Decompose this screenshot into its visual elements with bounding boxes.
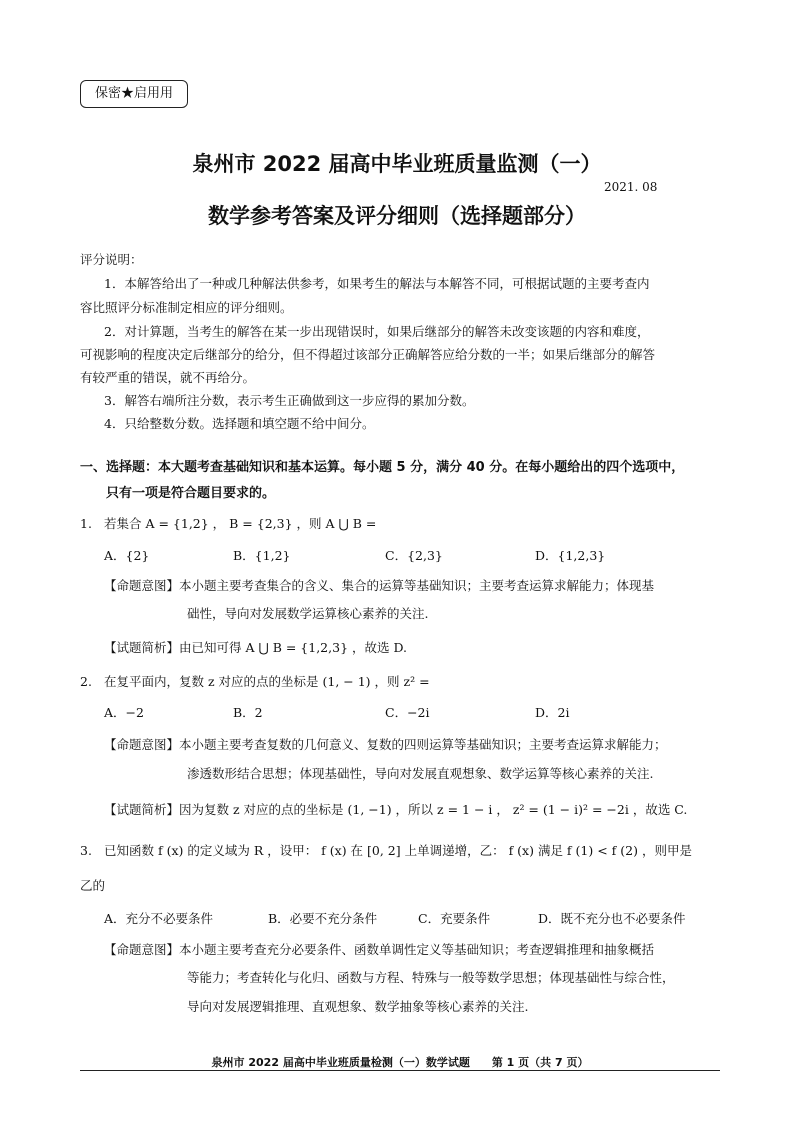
q1-option-b: B．{1,2} bbox=[233, 548, 291, 563]
q3-intent-cont2: 导向对发展逻辑推理、直观想象、数学抽象等核心素养的关注. bbox=[187, 999, 529, 1014]
note-2-cont2: 有较严重的错误，就不再给分。 bbox=[80, 370, 256, 385]
confidential-stamp: 保密★启用用 bbox=[80, 80, 188, 108]
page-subtitle: 数学参考答案及评分细则（选择题部分） bbox=[208, 204, 586, 228]
exam-date: 2021. 08 bbox=[604, 180, 658, 194]
q1-option-d: D．{1,2,3} bbox=[535, 548, 606, 563]
q1-intent: 【命题意图】本小题主要考查集合的含义、集合的运算等基础知识；主要考查运算求解能力；体现基 bbox=[104, 578, 655, 593]
q3-number: 3. bbox=[80, 843, 92, 858]
note-2: 2．对计算题，当考生的解答在某一步出现错误时，如果后继部分的解答未改变该题的内容和难度， bbox=[104, 324, 650, 339]
q3-option-c: C．充要条件 bbox=[418, 911, 491, 926]
q2-number: 2. bbox=[80, 674, 92, 689]
q1-solution: 【试题简析】由已知可得 A ⋃ B = {1,2,3} ，故选 D. bbox=[104, 640, 408, 655]
q3-intent: 【命题意图】本小题主要考查充分必要条件、函数单调性定义等基础知识；考查逻辑推理和抽象概括 bbox=[104, 942, 655, 957]
footer-divider bbox=[80, 1070, 720, 1071]
q2-stem: 在复平面内，复数 z 对应的点的坐标是 (1, − 1) ，则 z² = bbox=[104, 674, 430, 689]
q3-option-b: B．必要不充分条件 bbox=[268, 911, 378, 926]
q2-intent-cont: 渗透数形结合思想；体现基础性，导向对发展直观想象、数学运算等核心素养的关注. bbox=[187, 766, 654, 781]
q1-intent-cont: 础性，导向对发展数学运算核心素养的关注. bbox=[187, 606, 429, 621]
q2-option-a: A．−2 bbox=[104, 705, 144, 720]
note-4: 4．只给整数分数。选择题和填空题不给中间分。 bbox=[104, 416, 375, 431]
q2-option-b: B．2 bbox=[233, 705, 263, 720]
section-heading-cont: 只有一项是符合题目要求的。 bbox=[106, 486, 276, 501]
section-heading: 一、选择题：本大题考查基础知识和基本运算。每小题 5 分，满分 40 分。在每小题给出的四个选项中， bbox=[80, 460, 685, 475]
note-1: 1．本解答给出了一种或几种解法供参考，如果考生的解法与本解答不同，可根据试题的主要考查内 bbox=[104, 276, 650, 291]
q1-stem: 若集合 A = {1,2} ， B = {2,3} ，则 A ⋃ B = bbox=[104, 516, 377, 531]
note-2-cont: 可视影响的程度决定后继部分的给分，但不得超过该部分正确解答应给分数的一半；如果后继部分的解答 bbox=[80, 347, 656, 362]
q3-intent-cont: 等能力；考查转化与化归、函数与方程、特殊与一般等数学思想；体现基础性与综合性， bbox=[187, 970, 675, 985]
note-1-cont: 容比照评分标准制定相应的评分细则。 bbox=[80, 300, 293, 315]
q3-option-a: A．充分不必要条件 bbox=[104, 911, 214, 926]
q2-intent: 【命题意图】本小题主要考查复数的几何意义、复数的四则运算等基础知识；主要考查运算求解能力； bbox=[104, 737, 667, 752]
notes-heading: 评分说明： bbox=[80, 252, 143, 267]
page-footer: 泉州市 2022 届高中毕业班质量检测（一）数学试题 第 1 页（共 7 页） bbox=[211, 1056, 589, 1069]
q1-number: 1. bbox=[80, 516, 92, 531]
q3-stem: 已知函数 f (x) 的定义域为 R ，设甲： f (x) 在 [0, 2] 上单调递增，乙： f (x) 满足 f (1) < f (2) ，则甲是 bbox=[104, 843, 692, 858]
q2-option-c: C．−2i bbox=[385, 705, 430, 720]
q1-option-c: C．{2,3} bbox=[385, 548, 443, 563]
page-title: 泉州市 2022 届高中毕业班质量监测（一） bbox=[192, 152, 602, 176]
q3-stem-cont: 乙的 bbox=[80, 878, 106, 893]
q2-option-d: D．2i bbox=[535, 705, 570, 720]
q3-option-d: D．既不充分也不必要条件 bbox=[538, 911, 686, 926]
note-3: 3．解答右端所注分数，表示考生正确做到这一步应得的累加分数。 bbox=[104, 393, 475, 408]
q1-option-a: A．{2} bbox=[104, 548, 150, 563]
q2-solution: 【试题简析】因为复数 z 对应的点的坐标是 (1, −1) ，所以 z = 1 − i ， z² = (1 − i)² = −2i ，故选 C. bbox=[104, 802, 688, 817]
